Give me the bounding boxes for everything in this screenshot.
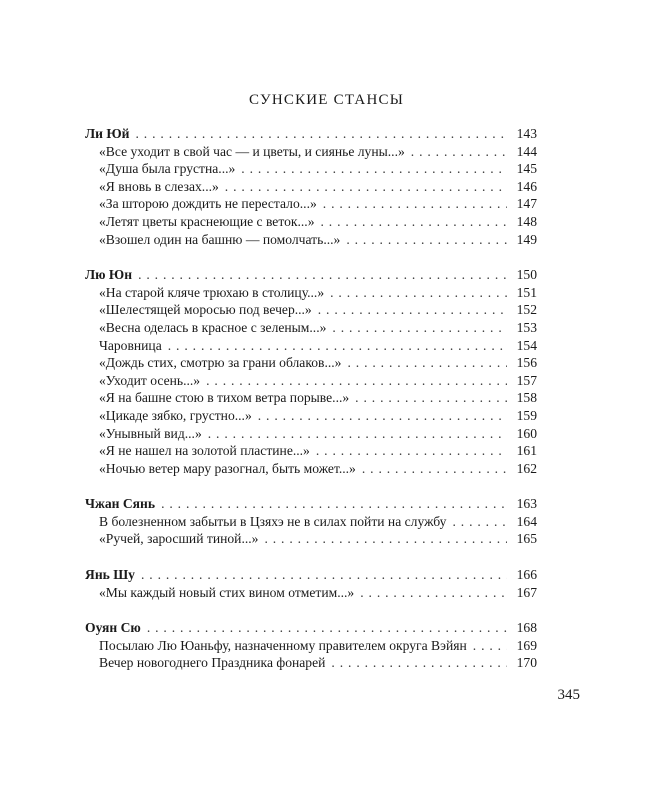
table-of-contents [85, 125, 537, 690]
dot-leader [141, 566, 507, 584]
toc-section [85, 266, 537, 477]
dot-leader [138, 266, 507, 284]
toc-poem-entry[interactable] [85, 178, 537, 196]
toc-poem-entry[interactable] [85, 143, 537, 161]
dot-leader [258, 407, 507, 425]
toc-poem-entry-title: «Я не нашел на золотой пластине...» [99, 443, 310, 459]
toc-poem-entry-page: 151 [516, 284, 537, 300]
toc-author-entry-page: 163 [516, 496, 537, 512]
toc-poem-entry[interactable] [85, 460, 537, 478]
toc-poem-entry-title: «Я вновь в слезах...» [99, 178, 219, 194]
toc-author-entry-page: 143 [516, 126, 537, 141]
toc-poem-entry-title: «Все уходит в свой час — и цветы, и сиянье луны...» [99, 143, 405, 159]
toc-poem-entry[interactable] [85, 213, 537, 231]
toc-poem-entry-title: «Весна оделась в красное с зеленым...» [99, 319, 327, 335]
toc-poem-entry-page: 159 [516, 407, 537, 423]
dot-leader [331, 654, 507, 672]
dot-leader [136, 125, 508, 143]
toc-poem-entry-title: «Дождь стих, смотрю за грани облаков...» [99, 355, 342, 371]
toc-author-entry-page: 168 [516, 620, 537, 636]
toc-poem-entry-title: «Ночью ветер мару разогнал, быть может...» [99, 460, 356, 476]
toc-author-entry[interactable] [85, 495, 537, 513]
toc-section [85, 566, 537, 601]
dot-leader [225, 178, 507, 196]
toc-poem-entry-page: 148 [516, 213, 537, 229]
dot-leader [161, 495, 507, 513]
toc-poem-entry-title: «За шторою дождить не перестало...» [99, 196, 317, 212]
toc-poem-entry[interactable] [85, 337, 537, 355]
toc-poem-entry-page: 161 [516, 443, 537, 459]
toc-author-entry-title: Оуян Сю [85, 620, 141, 636]
toc-author-entry-title: Лю Юн [85, 267, 133, 283]
toc-poem-entry-page: 157 [516, 372, 537, 388]
dot-leader [323, 195, 507, 213]
toc-author-entry[interactable] [85, 566, 537, 584]
toc-poem-entry-page: 167 [516, 584, 537, 600]
toc-poem-entry-page: 152 [516, 302, 537, 318]
toc-poem-entry-title: «Мы каждый новый стих вином отметим...» [99, 584, 355, 600]
toc-poem-entry-page: 164 [516, 513, 537, 529]
toc-poem-entry[interactable] [85, 530, 537, 548]
toc-poem-entry-title: «Унывный вид...» [99, 425, 202, 441]
dot-leader [346, 231, 507, 249]
toc-poem-entry-page: 149 [516, 231, 537, 247]
dot-leader [318, 301, 507, 319]
toc-poem-entry[interactable] [85, 389, 537, 407]
toc-poem-entry-title: «Летят цветы краснеющие с веток...» [99, 213, 315, 229]
toc-poem-entry-page: 147 [516, 196, 537, 212]
toc-poem-entry[interactable] [85, 637, 537, 655]
dot-leader [332, 319, 507, 337]
dot-leader [330, 284, 507, 302]
toc-poem-entry[interactable] [85, 442, 537, 460]
dot-leader [473, 637, 507, 655]
toc-poem-entry[interactable] [85, 584, 537, 602]
dot-leader [147, 619, 507, 637]
toc-section [85, 125, 537, 248]
dot-leader [316, 442, 507, 460]
toc-poem-entry-title: В болезненном забытьи в Цзяхэ не в силах пойти на службу [99, 513, 447, 529]
toc-poem-entry[interactable] [85, 195, 537, 213]
toc-author-entry-title: Чжан Сянь [85, 496, 156, 512]
dot-leader [360, 584, 507, 602]
toc-poem-entry-title: «Цикаде зябко, грустно...» [99, 407, 252, 423]
dot-leader [321, 213, 508, 231]
toc-poem-entry-title: Чаровница [99, 337, 162, 353]
toc-poem-entry[interactable] [85, 513, 537, 531]
dot-leader [208, 425, 507, 443]
toc-poem-entry-page: 165 [516, 531, 537, 547]
toc-poem-entry-title: «Взошел один на башню — помолчать...» [99, 231, 341, 247]
toc-poem-entry-page: 169 [516, 637, 537, 653]
dot-leader [347, 354, 507, 372]
toc-poem-entry-page: 145 [516, 161, 537, 177]
toc-poem-entry[interactable] [85, 284, 537, 302]
toc-author-entry[interactable] [85, 619, 537, 637]
dot-leader [241, 160, 507, 178]
toc-section [85, 495, 537, 548]
toc-author-entry-page: 150 [516, 267, 537, 283]
toc-poem-entry[interactable] [85, 319, 537, 337]
toc-author-entry-page: 166 [516, 567, 537, 583]
toc-poem-entry-page: 154 [516, 337, 537, 353]
toc-poem-entry[interactable] [85, 407, 537, 425]
dot-leader [168, 337, 507, 355]
toc-poem-entry-title: «На старой кляче трюхаю в столицу...» [99, 284, 325, 300]
toc-poem-entry[interactable] [85, 654, 537, 672]
dot-leader [355, 389, 507, 407]
toc-poem-entry[interactable] [85, 425, 537, 443]
toc-poem-entry[interactable] [85, 301, 537, 319]
toc-poem-entry-page: 144 [516, 143, 537, 159]
toc-poem-entry[interactable] [85, 231, 537, 249]
toc-author-entry-title: Ли Юй [85, 126, 130, 141]
toc-poem-entry-title: «Ручей, заросший тиной...» [99, 531, 259, 547]
dot-leader [452, 513, 507, 531]
dot-leader [362, 460, 507, 478]
toc-poem-entry-title: «Шелестящей моросью под вечер...» [99, 302, 312, 318]
dot-leader [206, 372, 507, 390]
toc-poem-entry-page: 170 [516, 655, 537, 671]
page-number: 345 [557, 687, 580, 703]
dot-leader [411, 143, 507, 161]
toc-poem-entry-page: 153 [516, 319, 537, 335]
toc-poem-entry-page: 146 [516, 178, 537, 194]
toc-section [85, 619, 537, 672]
toc-poem-entry-title: «Уходит осень...» [99, 372, 201, 388]
toc-poem-entry-page: 160 [516, 425, 537, 441]
toc-author-entry[interactable] [85, 125, 537, 143]
toc-poem-entry-title: «Я на башне стою в тихом ветра порыве...» [99, 390, 350, 406]
toc-poem-entry[interactable] [85, 160, 537, 178]
toc-poem-entry-title: Вечер новогоднего Праздника фонарей [99, 655, 326, 671]
toc-poem-entry-page: 158 [516, 390, 537, 406]
toc-poem-entry[interactable] [85, 372, 537, 390]
toc-poem-entry[interactable] [85, 354, 537, 372]
toc-poem-entry-title: Посылаю Лю Юаньфу, назначенному правителем округа Вэйян [99, 637, 467, 653]
page-title: СУНСКИЕ СТАНСЫ [249, 92, 404, 108]
dot-leader [264, 530, 507, 548]
toc-poem-entry-page: 156 [516, 355, 537, 371]
toc-author-entry[interactable] [85, 266, 537, 284]
toc-poem-entry-page: 162 [516, 460, 537, 476]
toc-poem-entry-title: «Душа была грустна...» [99, 161, 236, 177]
toc-author-entry-title: Янь Шу [85, 567, 135, 583]
